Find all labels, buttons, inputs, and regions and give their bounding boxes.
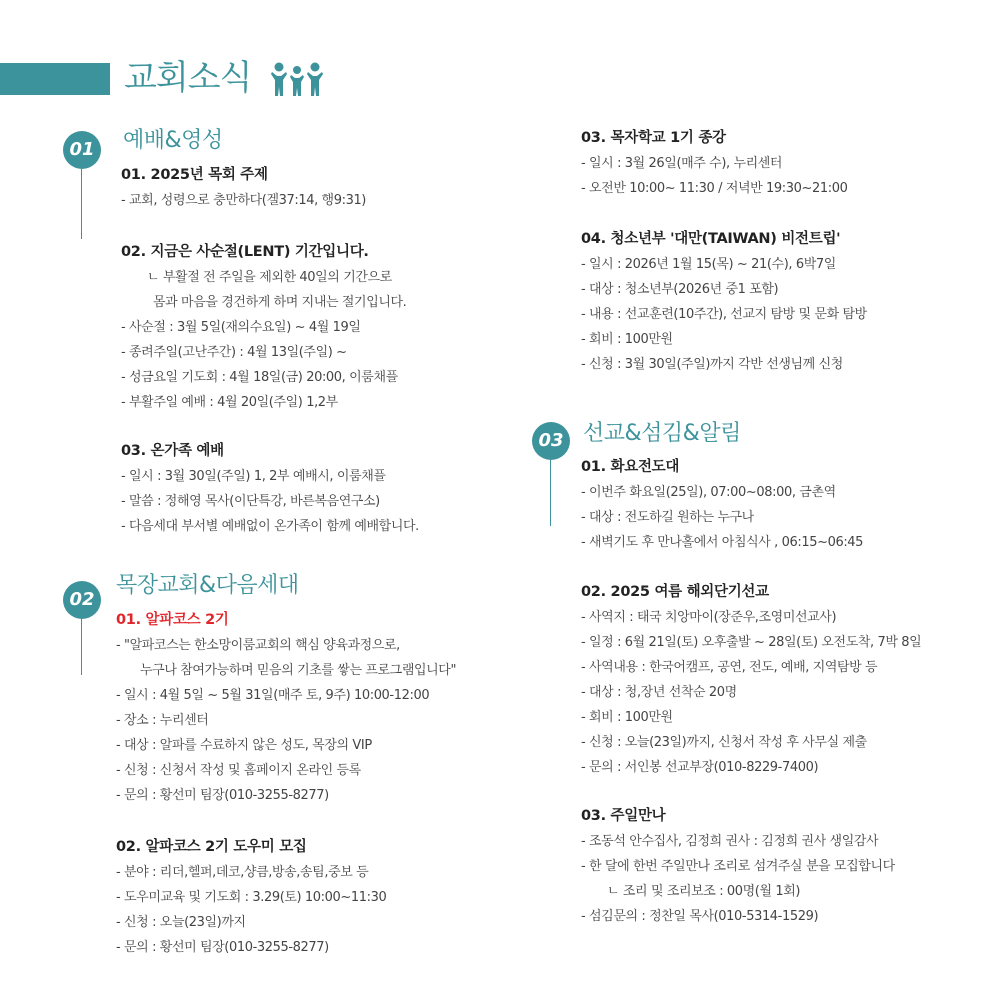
- block-line: - 일시 : 4월 5일 ~ 5월 31일(매주 토, 9주) 10:00-12:00: [116, 688, 430, 703]
- news-block: [581, 804, 895, 929]
- section-divider-line: [81, 619, 82, 675]
- news-block: [581, 580, 921, 780]
- news-block: [581, 455, 863, 555]
- block-line: - 분야 : 리더,헬퍼,데코,샹큼,방송,송팀,중보 등: [116, 865, 369, 880]
- section-number-badge: 01: [63, 131, 101, 169]
- block-line: - 새벽기도 후 만나홀에서 아침식사 , 06:15~06:45: [581, 535, 864, 550]
- block-line: - 회비 : 100만원: [581, 332, 673, 347]
- block-line: - 부활주일 예배 : 4월 20일(주일) 1,2부: [121, 395, 338, 410]
- block-line: - "알파코스는 한소망이룸교회의 핵심 양육과정으로,: [116, 638, 400, 653]
- block-line: - 일정 : 6월 21일(토) 오후출발 ~ 28일(토) 오전도착, 7박 8일: [581, 635, 922, 650]
- block-line: - 한 달에 한번 주일만나 조리로 섬겨주실 분을 모집합니다: [581, 859, 895, 874]
- block-line: - 대상 : 전도하길 원하는 누구나: [581, 510, 754, 525]
- section-number-badge: 02: [63, 581, 101, 619]
- block-line: - 이번주 화요일(25일), 07:00~08:00, 금촌역: [581, 485, 836, 500]
- block-title: 01. 알파코스 2기: [116, 612, 229, 628]
- block-line: - 종려주일(고난주간) : 4월 13일(주일) ~: [121, 345, 347, 360]
- block-line: - 섬김문의 : 정찬일 목사(010-5314-1529): [581, 909, 819, 924]
- block-line: - 일시 : 3월 26일(매주 수), 누리센터: [581, 156, 783, 171]
- block-line: ㄴ 부활절 전 주일을 제외한 40일의 기간으로: [147, 270, 392, 285]
- block-line: - 사역지 : 태국 치앙마이(장준우,조영미선교사): [581, 610, 837, 625]
- block-line: - 성금요일 기도회 : 4월 18일(금) 20:00, 이룸채플: [121, 370, 398, 385]
- block-line: - 문의 : 황선미 팀장(010-3255-8277): [116, 940, 329, 955]
- block-line: ㄴ 조리 및 조리보조 : 00명(월 1회): [607, 884, 801, 899]
- block-title: 03. 온가족 예배: [121, 443, 224, 459]
- news-block: [121, 163, 366, 213]
- block-line: - 조동석 안수집사, 김정희 권사 : 김정희 권사 생일감사: [581, 834, 879, 849]
- block-line: - 일시 : 2026년 1월 15(목) ~ 21(수), 6박7일: [581, 257, 836, 272]
- page-title: 교회소식: [124, 58, 252, 98]
- block-line: - 대상 : 청,장년 선착순 20명: [581, 685, 737, 700]
- block-line: - 신청 : 오늘(23일)까지: [116, 915, 246, 930]
- block-line: - 대상 : 알파를 수료하지 않은 성도, 목장의 VIP: [116, 738, 372, 753]
- news-block: [121, 439, 419, 539]
- block-title: 01. 2025년 목회 주제: [121, 167, 268, 183]
- news-block: [581, 126, 847, 201]
- block-title: 04. 청소년부 '대만(TAIWAN) 비전트립': [581, 231, 841, 247]
- block-line: 누구나 참여가능하며 믿음의 기초를 쌓는 프로그램입니다": [140, 663, 457, 678]
- block-line: - 신청 : 신청서 작성 및 홈페이지 온라인 등록: [116, 763, 361, 778]
- block-line: 몸과 마음을 경건하게 하며 지내는 절기입니다.: [153, 295, 407, 310]
- header-accent-bar: [0, 63, 110, 95]
- section-divider-line: [550, 460, 551, 526]
- block-title: 03. 주일만나: [581, 808, 666, 824]
- block-title: 03. 목자학교 1기 종강: [581, 130, 726, 146]
- block-title: 02. 알파코스 2기 도우미 모집: [116, 839, 307, 855]
- news-block: [121, 240, 406, 415]
- section-number-badge: 03: [532, 422, 570, 460]
- block-line: - 말씀 : 정해영 목사(이단특강, 바른복음연구소): [121, 494, 380, 509]
- block-line: - 대상 : 청소년부(2026년 중1 포함): [581, 282, 779, 297]
- block-line: - 일시 : 3월 30일(주일) 1, 2부 예배시, 이룸채플: [121, 469, 386, 484]
- block-line: - 문의 : 서인봉 선교부장(010-8229-7400): [581, 760, 819, 775]
- news-block: [116, 608, 456, 808]
- section-title: 목장교회&다음세대: [116, 573, 299, 598]
- people-icon: [270, 60, 324, 98]
- block-line: - 내용 : 선교훈련(10주간), 선교지 탐방 및 문화 탐방: [581, 307, 867, 322]
- news-block: [116, 835, 386, 960]
- block-line: - 사역내용 : 한국어캠프, 공연, 전도, 예배, 지역탐방 등: [581, 660, 878, 675]
- block-line: - 도우미교육 및 기도회 : 3.29(토) 10:00~11:30: [116, 890, 387, 905]
- block-line: - 장소 : 누리센터: [116, 713, 209, 728]
- block-line: - 신청 : 3월 30일(주일)까지 각반 선생님께 신청: [581, 357, 843, 372]
- section-title: 예배&영성: [123, 128, 223, 153]
- news-block: [581, 227, 867, 377]
- block-line: - 교회, 성령으로 충만하다(겔37:14, 행9:31): [121, 193, 366, 208]
- block-line: - 문의 : 황선미 팀장(010-3255-8277): [116, 788, 329, 803]
- block-title: 01. 화요전도대: [581, 459, 680, 475]
- block-title: 02. 지금은 사순절(LENT) 기간입니다.: [121, 244, 369, 260]
- block-line: - 다음세대 부서별 예배없이 온가족이 함께 예배합니다.: [121, 519, 419, 534]
- block-line: - 신청 : 오늘(23일)까지, 신청서 작성 후 사무실 제출: [581, 735, 867, 750]
- block-line: - 사순절 : 3월 5일(재의수요일) ~ 4월 19일: [121, 320, 361, 335]
- section-title: 선교&섬김&알림: [583, 421, 741, 446]
- block-line: - 회비 : 100만원: [581, 710, 673, 725]
- block-title: 02. 2025 여름 해외단기선교: [581, 584, 769, 600]
- block-line: - 오전반 10:00~ 11:30 / 저녁반 19:30~21:00: [581, 181, 848, 196]
- section-divider-line: [81, 169, 82, 239]
